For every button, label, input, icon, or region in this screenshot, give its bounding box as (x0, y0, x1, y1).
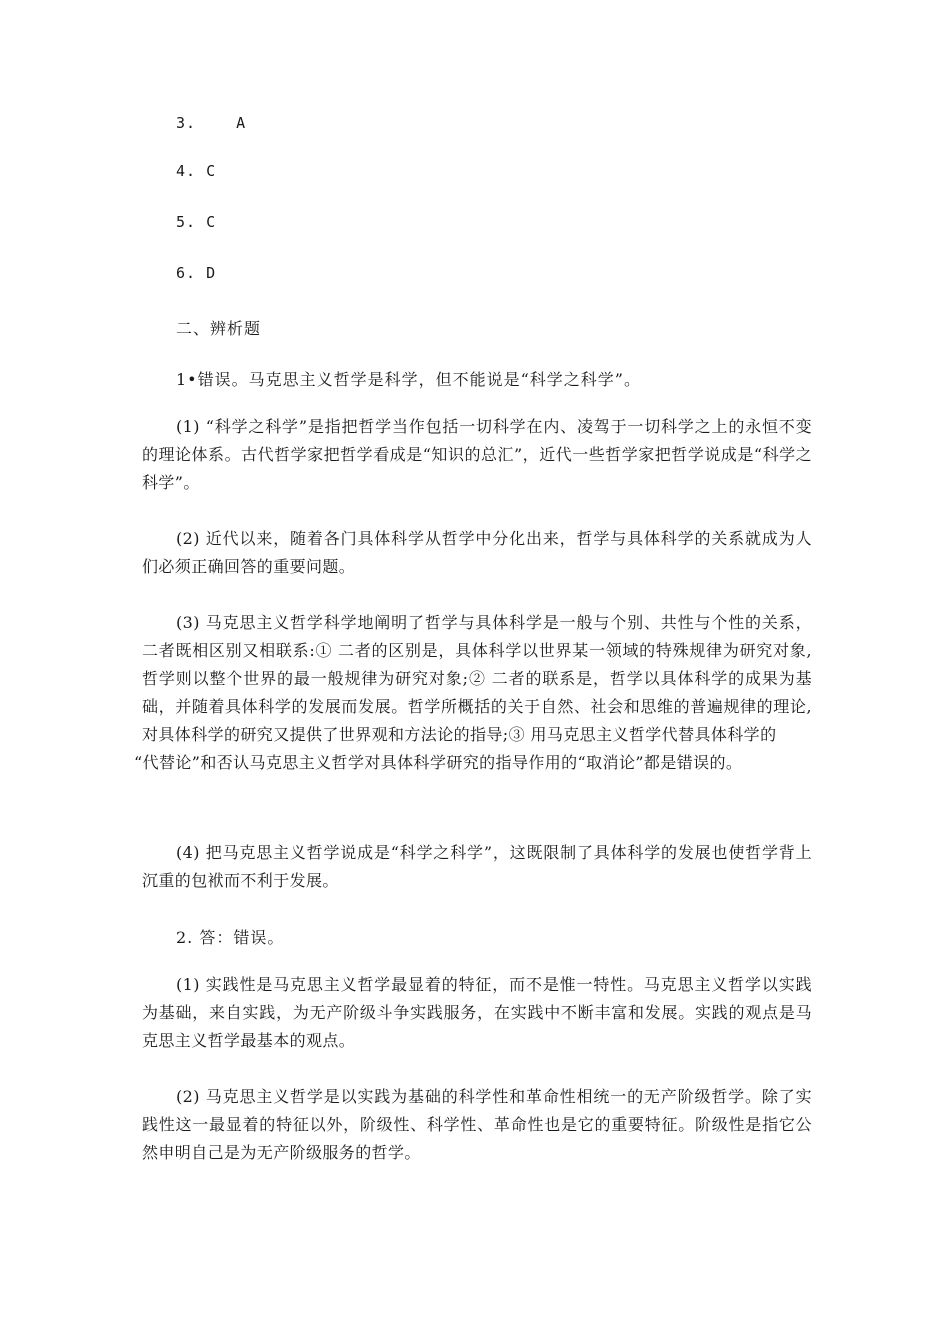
answer-3: 3. A (176, 114, 247, 132)
question-1-point-1-text: (1) “科学之科学”是指把哲学当作包括一切科学在内、凌驾于一切科学之上的永恒不变的理论体系。古代哲学家把哲学看成是“知识的总汇”，近代一些哲学家把哲学说成是“科学之科学”。 (142, 417, 812, 492)
question-1-heading: 1•错误。马克思主义哲学是科学，但不能说是“科学之科学”。 (176, 370, 641, 389)
question-1-point-2-text: (2) 近代以来，随着各门具体科学从哲学中分化出来，哲学与具体科学的关系就成为人们必须正确回答的重要问题。 (142, 529, 812, 576)
question-2-point-2-text: (2) 马克思主义哲学是以实践为基础的科学性和革命性相统一的无产阶级哲学。除了实践性这一最显着的特征以外，阶级性、科学性、革命性也是它的重要特征。阶级性是指它公然申明自己是为无产阶级服务的哲学。 (142, 1087, 812, 1162)
question-2-heading: 2. 答：错误。 (176, 928, 285, 947)
answer-4: 4. C (176, 162, 217, 180)
question-2-point-1-text: (1) 实践性是马克思主义哲学最显着的特征，而不是惟一特性。马克思主义哲学以实践为基础，来自实践，为无产阶级斗争实践服务，在实践中不断丰富和发展。实践的观点是马克思主义哲学最基本的观点。 (142, 975, 812, 1050)
question-1-point-3 (134, 609, 812, 777)
question-1-point-4 (142, 839, 812, 895)
question-1-point-3-continuation: “代替论”和否认马克思主义哲学对具体科学研究的指导作用的“取消论”都是错误的。 (134, 753, 743, 772)
question-2-point-1 (142, 971, 812, 1055)
question-1-point-4-text: (4) 把马克思主义哲学说成是“科学之科学”，这既限制了具体科学的发展也使哲学背上沉重的包袱而不利于发展。 (142, 843, 812, 890)
section-title: 二、辨析题 (176, 319, 262, 338)
question-1-point-1 (142, 413, 812, 497)
answer-6: 6. D (176, 264, 217, 282)
question-1-point-3-text: (3) 马克思主义哲学科学地阐明了哲学与具体科学是一般与个别、共性与个性的关系，二者既相区别又相联系:① 二者的区别是，具体科学以世界某一领域的特殊规律为研究对象,哲学则以整个世界的最一般规律为研究对象;② 二者的联系是，哲学以具体科学的成果为基础，并随着具体科学的发展而发展。哲学所概括的关于自然、社会和思维的普遍规律的理论,对具体科学的研究又提供了世界观和方法论的指导;③ 用马克思主义哲学代替具体科学的 (142, 613, 812, 744)
answer-5: 5. C (176, 213, 217, 231)
question-1-point-2 (142, 525, 812, 581)
question-2-point-2 (142, 1083, 812, 1167)
